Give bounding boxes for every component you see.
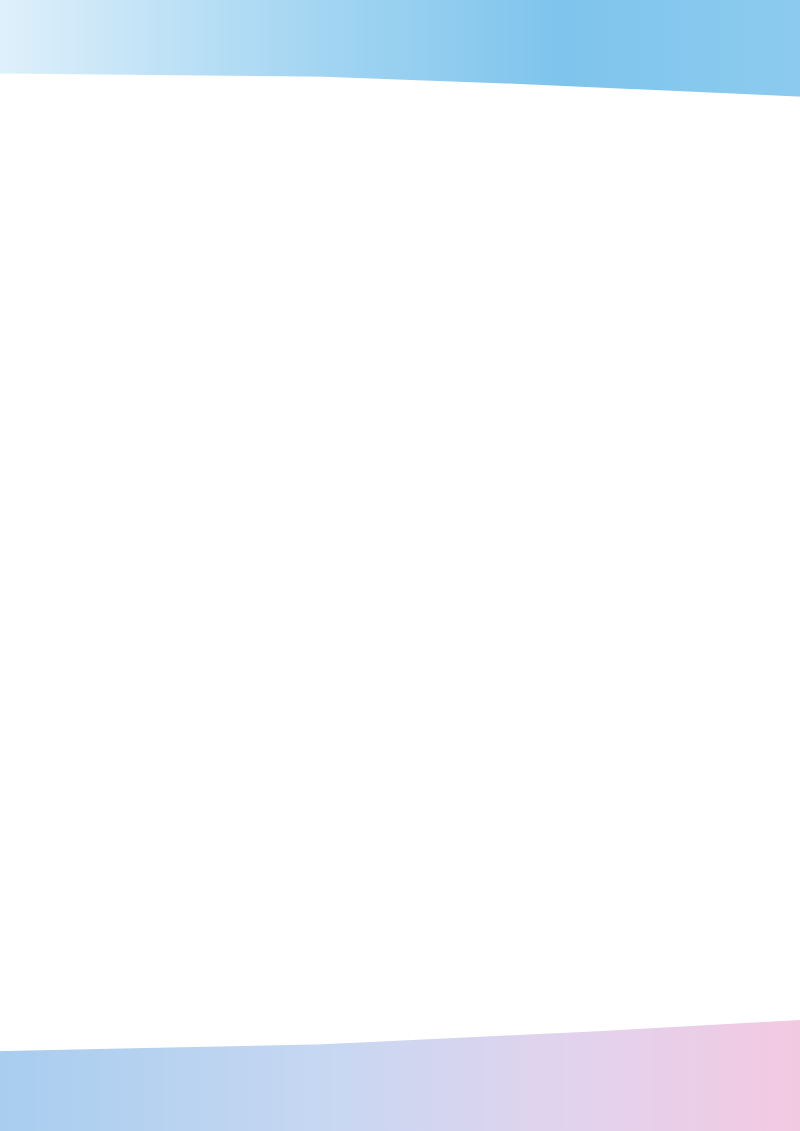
bottom-decorative-band — [0, 1020, 800, 1131]
top-decorative-band — [0, 0, 800, 105]
